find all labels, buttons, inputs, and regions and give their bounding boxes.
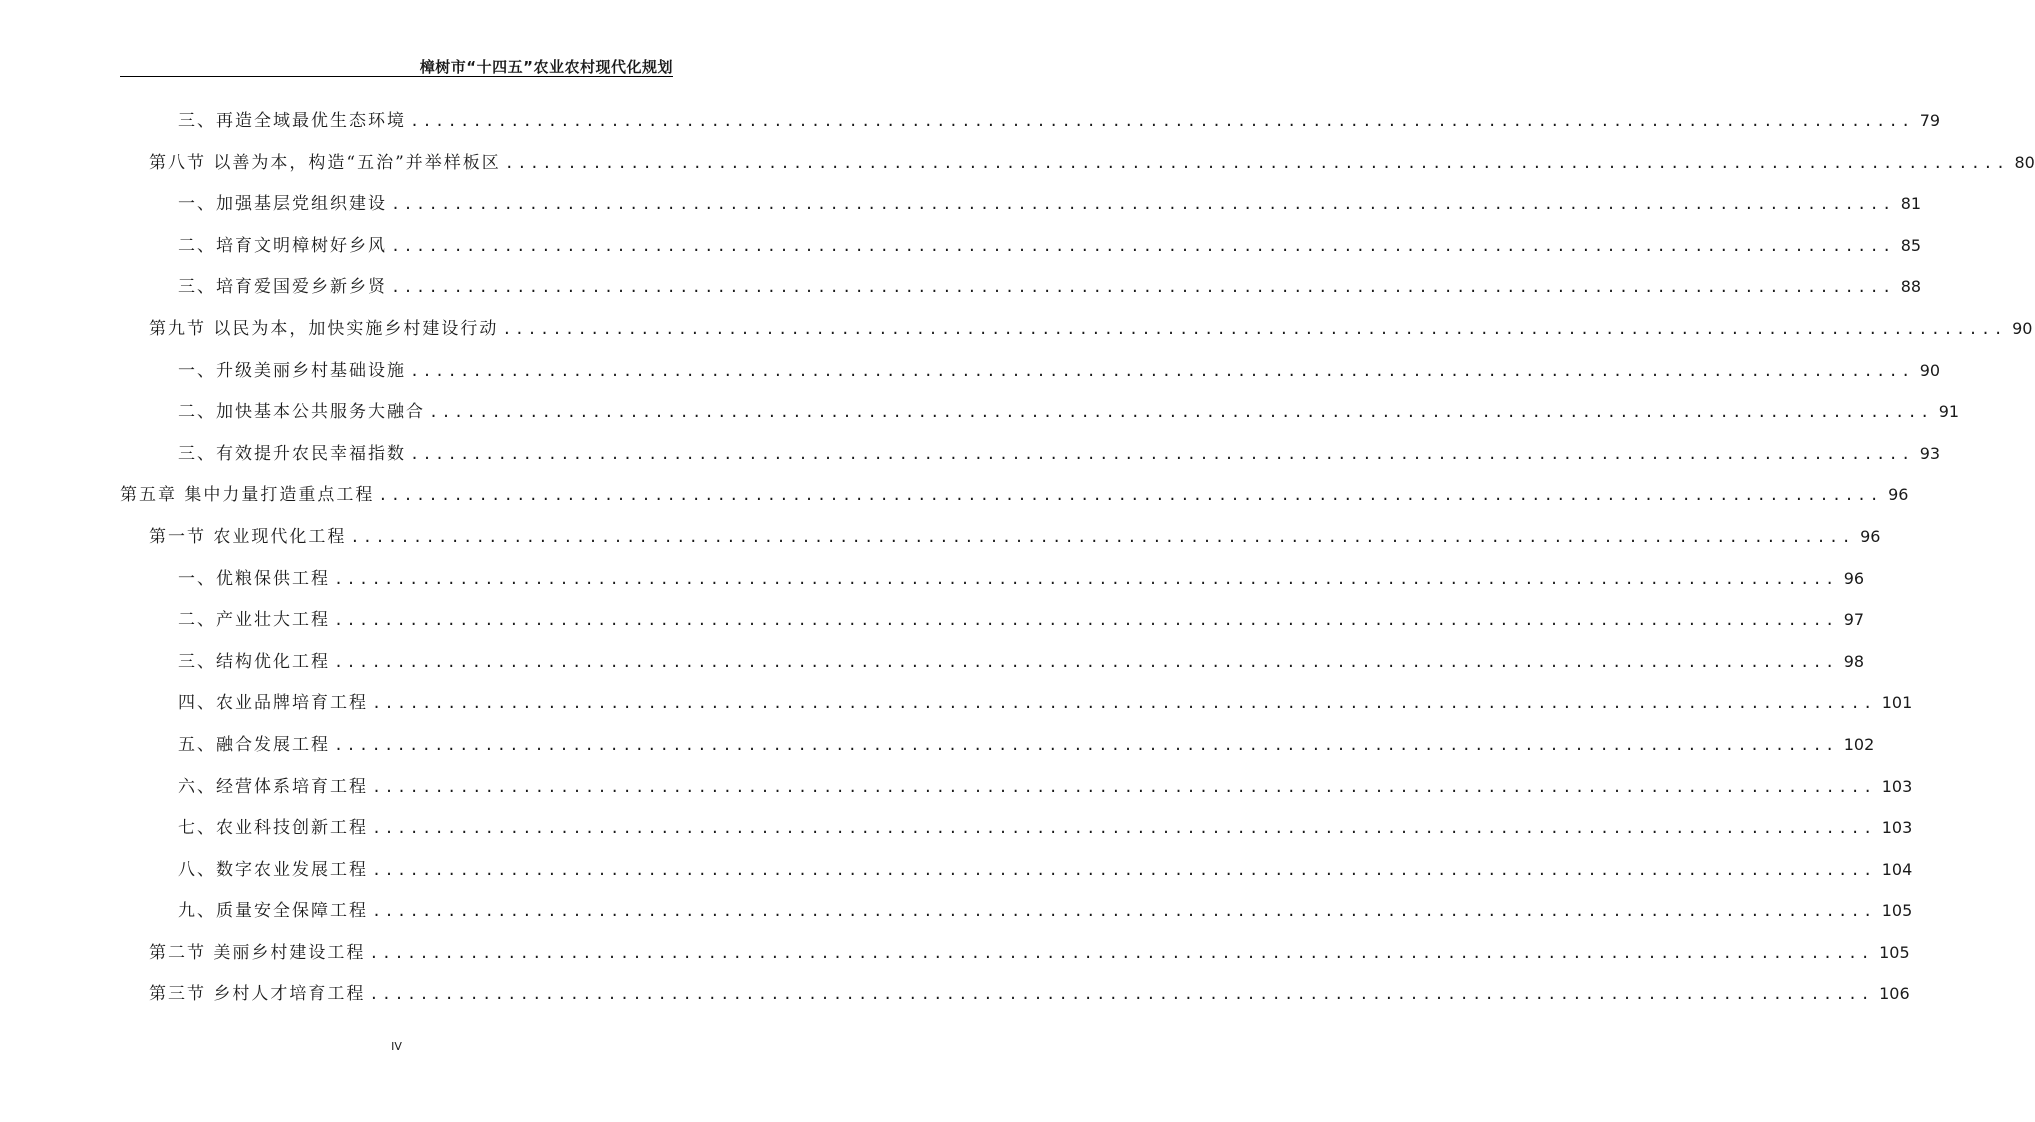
toc-leader-dots: ........................................................................................................................: [372, 902, 1876, 921]
toc-entry-label: 第八节 以善为本，构造“五治”并举样板区: [149, 152, 501, 173]
toc-entry-label: 七、农业科技创新工程: [178, 818, 368, 839]
toc-entry-page: 104: [1881, 859, 1913, 879]
toc-entry[interactable]: [120, 433, 1941, 475]
toc-entry[interactable]: [120, 599, 1865, 641]
toc-entry-page: 81: [1900, 194, 1922, 214]
toc-entry-label: 第一节 农业现代化工程: [149, 526, 347, 547]
toc-entry[interactable]: [120, 807, 1913, 849]
toc-entry-label: 六、经营体系培育工程: [178, 776, 368, 797]
toc-entry-label: 三、有效提升农民幸福指数: [178, 443, 406, 464]
toc-entry-label: 九、质量安全保障工程: [178, 901, 368, 922]
toc-entry-label: 三、培育爱国爱乡新乡贤: [178, 277, 387, 298]
toc-entry-page: 91: [1938, 402, 1960, 422]
toc-entry[interactable]: [120, 641, 1865, 683]
toc-entry-label: 第九节 以民为本，加快实施乡村建设行动: [149, 318, 499, 339]
toc-leader-dots: ........................................................................................................................: [334, 652, 1838, 671]
toc-entry[interactable]: [120, 350, 1941, 392]
toc-leader-dots: ........................................................................................................................: [410, 112, 1914, 130]
header-rule: [120, 76, 673, 77]
toc-entry[interactable]: [120, 724, 1875, 766]
toc-entry-label: 一、优粮保供工程: [178, 568, 330, 589]
toc-leader-dots: ........................................................................................................................: [410, 444, 1914, 463]
toc-entry-label: 五、融合发展工程: [178, 734, 330, 755]
toc-entry[interactable]: [120, 973, 1910, 1015]
toc-entry-page: 97: [1843, 610, 1865, 630]
toc-leader-dots: ........................................................................................................................: [350, 527, 1855, 546]
toc-leader-dots: ........................................................................................................................: [369, 943, 1874, 962]
toc-entry-label: 二、培育文明樟树好乡风: [178, 235, 387, 256]
toc-entry[interactable]: [120, 100, 1941, 142]
toc-entry-page: 88: [1900, 277, 1922, 297]
toc-leader-dots: ........................................................................................................................: [369, 985, 1874, 1004]
toc-entry[interactable]: [120, 890, 1913, 932]
toc-entry[interactable]: [120, 682, 1913, 724]
toc-leader-dots: ........................................................................................................................: [372, 819, 1876, 838]
toc-entry-page: 103: [1881, 818, 1913, 838]
toc-entry-label: 一、加强基层党组织建设: [178, 194, 387, 215]
toc-entry-page: 79: [1919, 111, 1941, 130]
toc-leader-dots: ........................................................................................................................: [372, 860, 1876, 879]
running-header-title: 樟树市“十四五”农业农村现代化规划: [419, 58, 673, 76]
toc-entry-page: 90: [2012, 318, 2033, 338]
toc-entry[interactable]: [120, 558, 1865, 600]
toc-entry-page: 96: [1888, 485, 1909, 505]
toc-entry[interactable]: [120, 142, 2035, 184]
toc-leader-dots: ........................................................................................................................: [334, 611, 1838, 630]
toc-entry-page: 98: [1843, 651, 1865, 671]
toc-entry-page: 93: [1919, 443, 1941, 463]
toc-entry-page: 80: [2014, 152, 2035, 172]
toc-entry[interactable]: [120, 932, 1910, 974]
toc-leader-dots: ........................................................................................................................: [429, 403, 1933, 422]
toc-leader-dots: ........................................................................................................................: [391, 278, 1895, 297]
toc-entry-label: 一、升级美丽乡村基础设施: [178, 360, 406, 381]
toc-entry-page: 101: [1881, 693, 1913, 713]
toc-leader-dots: ........................................................................................................................: [372, 694, 1876, 713]
toc-entry[interactable]: [120, 849, 1913, 891]
toc-entry[interactable]: [120, 766, 1913, 808]
toc-entry-page: 96: [1860, 526, 1881, 546]
toc-entry[interactable]: [120, 391, 1960, 433]
toc-entry-page: 102: [1843, 734, 1875, 754]
toc-entry-page: 85: [1900, 235, 1922, 255]
toc-entry[interactable]: [120, 266, 1922, 308]
toc-entry-label: 第三节 乡村人才培育工程: [149, 984, 366, 1005]
toc-entry-page: 90: [1919, 360, 1941, 380]
page-number: IV: [391, 1040, 402, 1053]
toc-leader-dots: ........................................................................................................................: [391, 195, 1895, 214]
toc-entry[interactable]: [120, 474, 1909, 516]
toc-entry-page: 106: [1879, 984, 1910, 1004]
toc-entry-label: 二、产业壮大工程: [178, 610, 330, 631]
toc-leader-dots: ........................................................................................................................: [372, 777, 1876, 796]
toc-entry[interactable]: [120, 183, 1922, 225]
toc-entry-page: 103: [1881, 776, 1913, 796]
toc-entry[interactable]: [120, 225, 1922, 267]
toc-leader-dots: ........................................................................................................................: [378, 486, 1883, 505]
toc-entry-label: 三、再造全域最优生态环境: [178, 111, 406, 131]
toc-entry-label: 三、结构优化工程: [178, 651, 330, 672]
toc-entry[interactable]: [120, 308, 2033, 350]
toc-entry[interactable]: [120, 516, 1881, 558]
toc-leader-dots: ........................................................................................................................: [334, 569, 1838, 588]
toc-entry-label: 四、农业品牌培育工程: [178, 693, 368, 714]
toc-entry-label: 八、数字农业发展工程: [178, 859, 368, 880]
toc-entry-page: 96: [1843, 568, 1865, 588]
toc-leader-dots: ........................................................................................................................: [391, 236, 1895, 255]
toc-leader-dots: ........................................................................................................................: [334, 735, 1838, 754]
table-of-contents: [120, 100, 2035, 1015]
toc-leader-dots: ........................................................................................................................: [502, 319, 2007, 338]
toc-leader-dots: ........................................................................................................................: [410, 361, 1914, 380]
toc-leader-dots: ........................................................................................................................: [504, 153, 2009, 172]
toc-entry-page: 105: [1881, 901, 1913, 921]
toc-entry-label: 第二节 美丽乡村建设工程: [149, 942, 366, 963]
toc-entry-label: 二、加快基本公共服务大融合: [178, 402, 425, 423]
toc-entry-page: 105: [1879, 942, 1910, 962]
toc-entry-label: 第五章 集中力量打造重点工程: [120, 485, 375, 506]
